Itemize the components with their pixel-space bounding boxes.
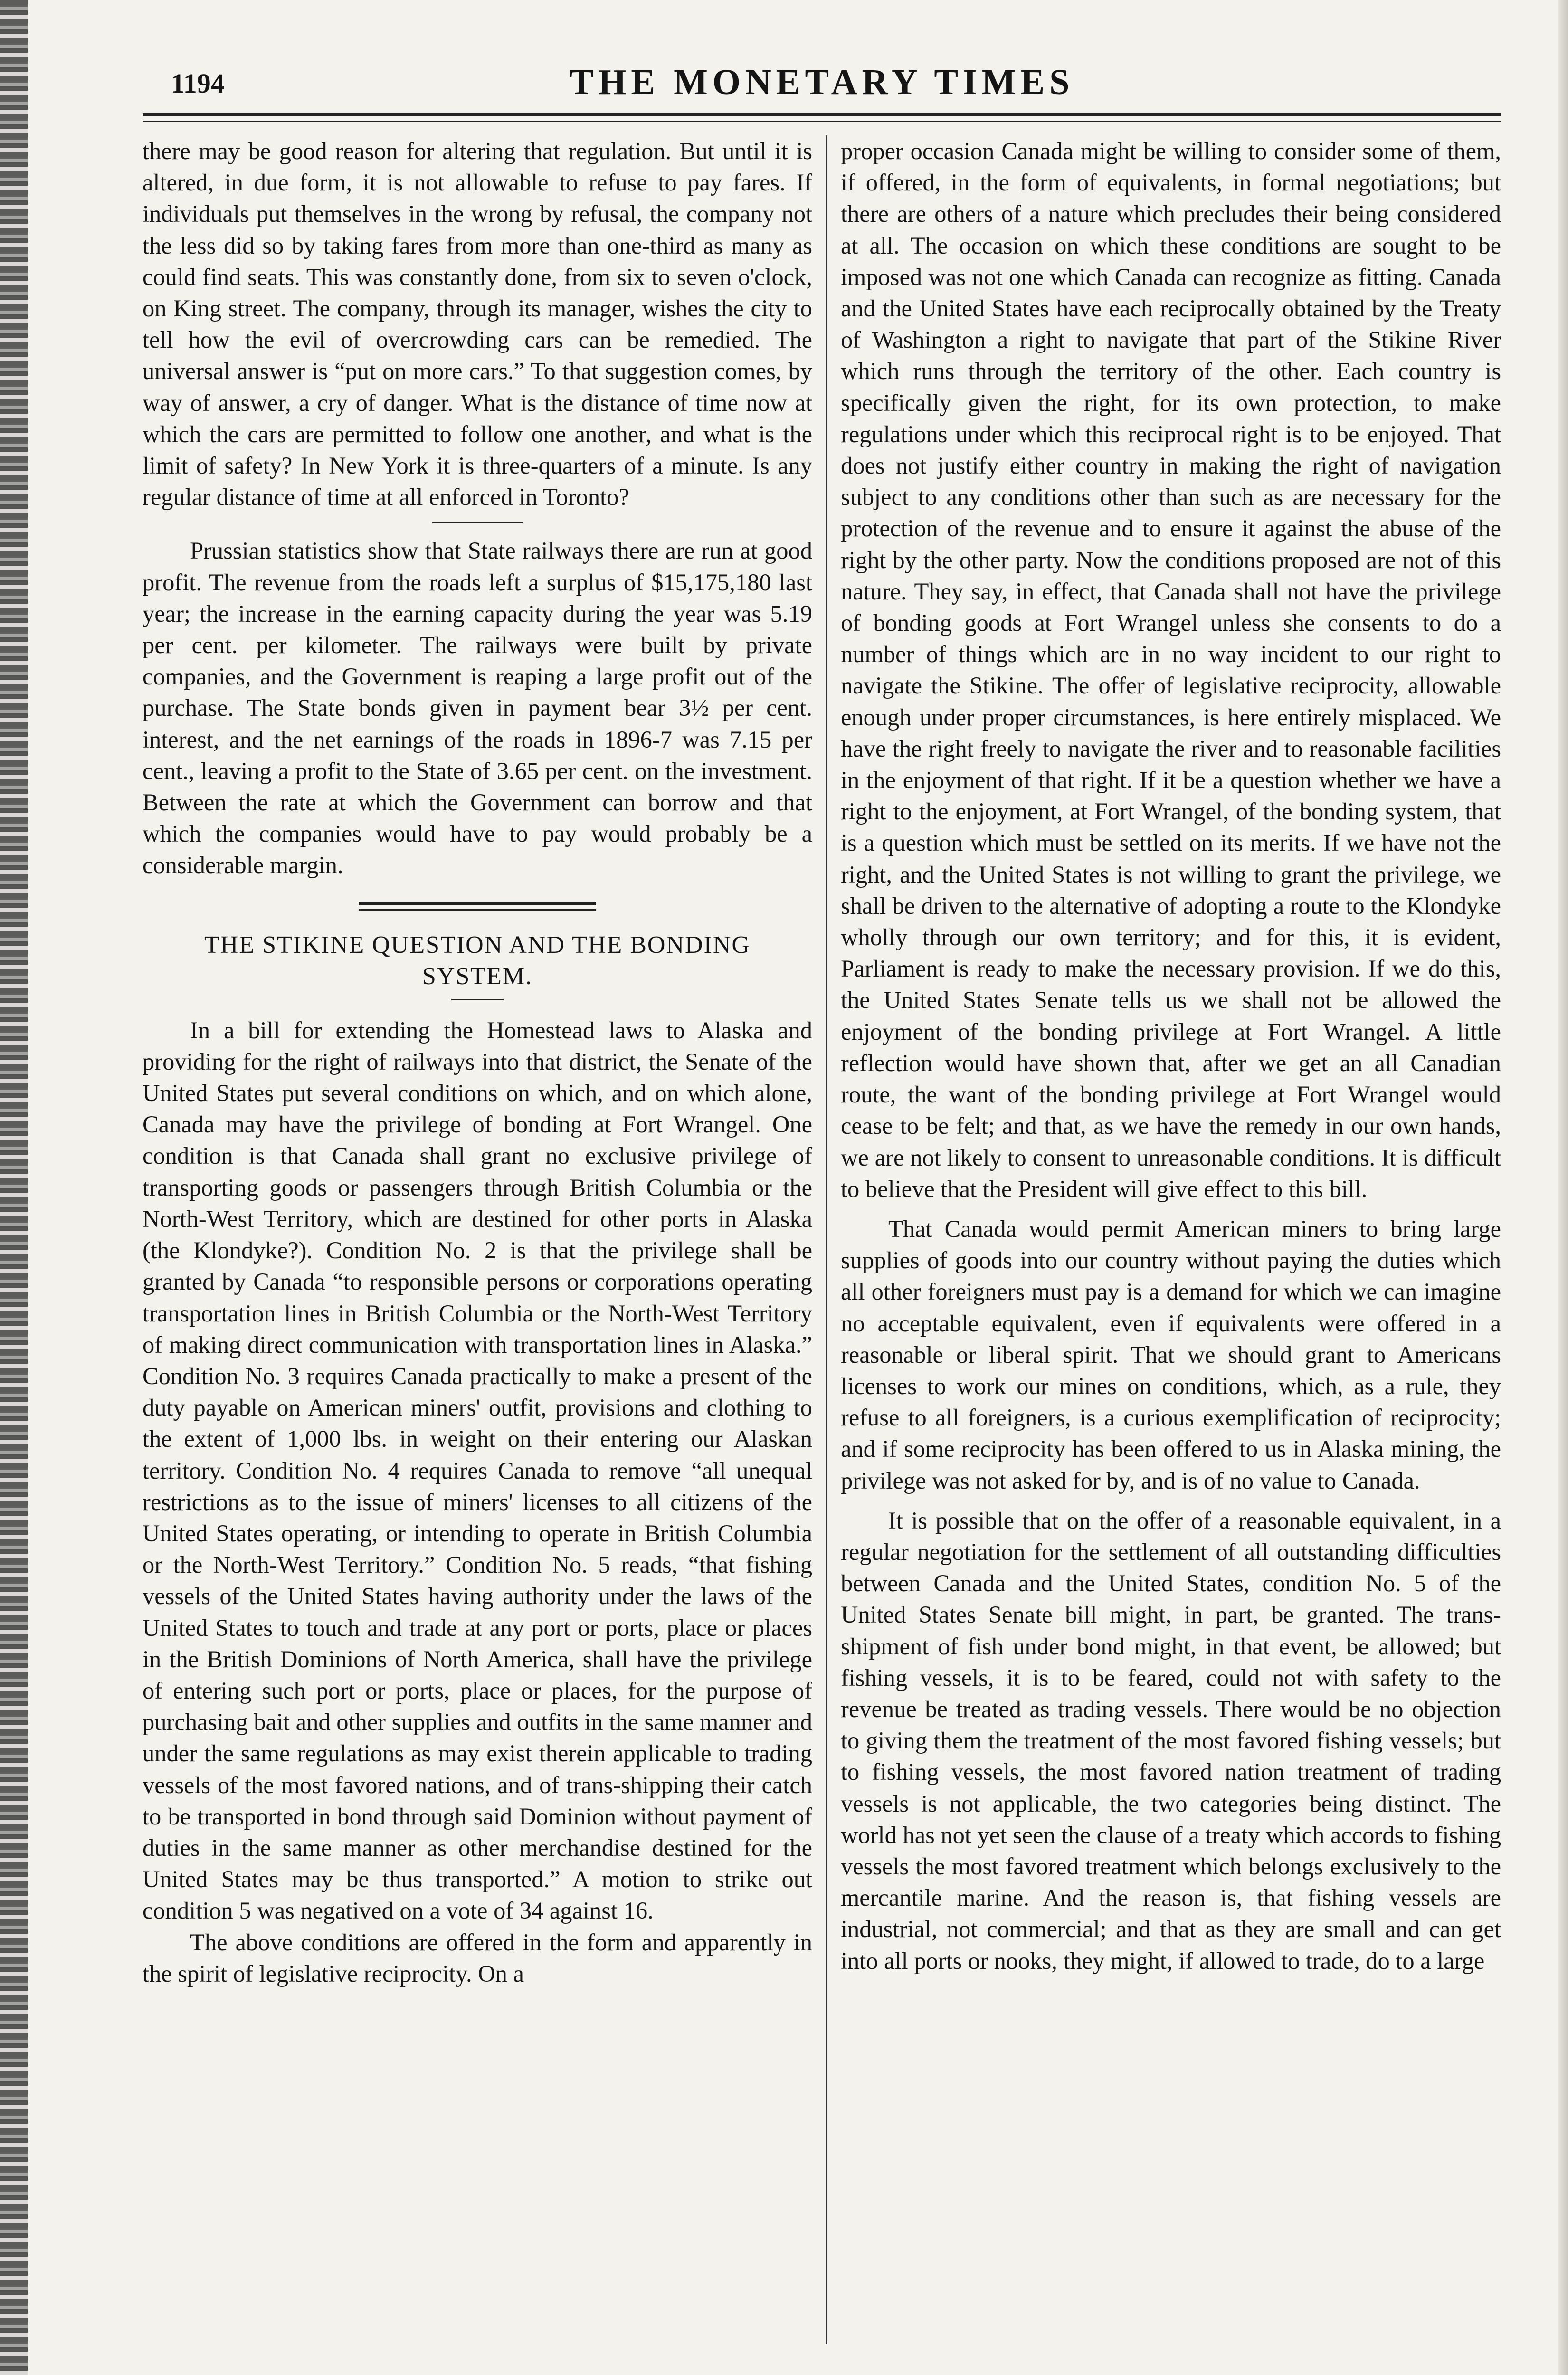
column-divider xyxy=(826,135,827,2344)
headline-rule xyxy=(451,999,504,1000)
right-column xyxy=(841,135,1501,1976)
paragraph-stikine-navigation: proper occasion Canada might be willing to consider some of them, if offered, in the form of equivalents, in formal negotiations; but there are others of a nature which precludes their being considered at all. The occasion on which these conditions are sought to be imposed was not one which Canada can recognize as fitting. Canada and the United States have each reciprocally obtained by the Treaty of Washington a right to navigate that part of the Stikine River which runs through the territory of the other. Each country is specifically given the right, for its own protection, to make regulations under which this reciprocal right is to be enjoyed. That does not justify either country in making the right of navigation subject to any conditions other than such as are necessary for the protection of the revenue and to ensure it against the abuse of the right by the other party. Now the conditions proposed are not of this nature. They say, in effect, that Canada shall not have the privilege of bonding goods at Fort Wrangel unless she consents to do a number of things which are in no way incident to our right to navigate the Stikine. The offer of legislative reciprocity, allowable enough under proper circumstances, is here entirely misplaced. We have the right freely to navigate the river and to reasonable facilities in the enjoyment of that right. If it be a question whether we have a right to the enjoyment, at Fort Wrangel, of the bonding system, that is a question which must be settled on its merits. If we have not the right, and the United States is not willing to grant the privilege, we shall be driven to the alternative of adopting a route to the Klondyke wholly through our own territory; and for this, it is evident, Parliament is ready to make the necessary provision. If we do this, the United States Senate tells us we shall not be allowed the enjoyment of the bonding privilege at Fort Wrangel. A little reflection would have shown that, after we get an all Canadian route, the want of the bonding privilege at Fort Wrangel would cease to be felt; and that, as we have the remedy in our own hands, we are not likely to consent to unreasonable conditions. It is difficult to believe that the President will give effect to this bill. xyxy=(841,138,1501,1202)
binding-edge xyxy=(0,0,28,2375)
page-number: 1194 xyxy=(171,68,225,99)
page-edge xyxy=(1558,0,1568,2375)
left-column xyxy=(143,135,812,1989)
paragraph-prussian-railways: Prussian statistics show that State railways there are run at good profit. The revenue from the roads left a surplus of $15,175,180 last year; the increase in the earning capacity during the year was 5.19 per cent. per kilometer. The railways were built by private companies, and the Government is reaping a large profit out of the purchase. The State bonds given in payment bear 3½ per cent. interest, and the net earnings of the roads in 1896-7 was 7.15 per cent., leaving a profit to the State of 3.65 per cent. on the investment. Between the rate at which the Government can borrow and that which the companies would have to pay would probably be a considerable margin. xyxy=(143,537,812,879)
article-headline: THE STIKINE QUESTION AND THE BONDING SYSTEM. xyxy=(204,931,751,990)
header-rule xyxy=(143,113,1501,122)
article-divider xyxy=(359,902,596,911)
page-header xyxy=(143,62,1501,104)
paragraph-street-cars: there may be good reason for altering that regulation. But until it is altered, in due form, it is not allowable to refuse to pay fares. If individuals put themselves in the wrong by refusal, the company not the less did so by taking fares from more than one-third as many as could find seats. This was constantly done, from six to seven o'clock, on King street. The company, through its manager, wishes the city to tell how the evil of overcrowding cars can be remedied. The universal answer is “put on more cars.” To that suggestion comes, by way of answer, a cry of danger. What is the distance of time now at which the cars are permitted to follow one another, and what is the limit of safety? In New York it is three-quarters of a minute. Is any regular distance of time at all enforced in Toronto? xyxy=(143,138,812,511)
paragraph-senate-conditions: In a bill for extending the Homestead laws to Alaska and providing for the right of railways into that district, the Senate of the United States put several conditions on which, and on which alone, Canada may have the privilege of bonding at Fort Wrangel. One condition is that Canada shall grant no exclusive privilege of transporting goods or passengers through British Columbia or the North-West Territory, which are destined for other ports in Alaska (the Klondyke?). Condition No. 2 is that the privilege shall be granted by Canada “to responsible persons or corporations operating transportation lines in British Columbia or the North-West Territory of making direct communication with transportation lines in Alaska.” Condition No. 3 requires Canada practically to make a present of the duty payable on American miners' outfit, provisions and clothing to the extent of 1,000 lbs. in weight on their entering our Alaskan territory. Condition No. 4 requires Canada to remove “all unequal restrictions as to the issue of miners' licenses to all citizens of the United States operating, or intending to operate in British Columbia or the North-West Territory.” Condition No. 5 reads, “that fishing vessels of the United States having authority under the laws of the United States to touch and trade at any port or ports, place or places in the British Dominions of North America, shall have the privilege of entering such port or ports, place or places, for the purpose of purchasing bait and other supplies and outfits in the same manner and under the same regulations as may exist therein applicable to trading vessels of the most favored nations, and of trans-shipping their catch to be transported in bond through said Dominion without payment of duties in the same manner as other merchandise destined for the United States may be thus transported.” A motion to strike out condition 5 was negatived on a vote of 34 against 16. xyxy=(143,1016,812,1924)
paragraph-american-miners: That Canada would permit American miners to bring large supplies of goods into our country without paying the duties which all other foreigners must pay is a demand for which we can imagine no acceptable equivalent, even if equivalents were offered in a reasonable or liberal spirit. That we should grant to Americans licenses to work our mines on conditions, which, as a rule, they refuse to all foreigners, is a curious exemplification of reciprocity; and if some reciprocity has been offered to us in Alaska mining, the privilege was not asked for by, and is of no value to Canada. xyxy=(841,1215,1501,1494)
paragraph-legislative-reciprocity: The above conditions are offered in the form and apparently in the spirit of legislative reciprocity. On a xyxy=(143,1928,812,1987)
publication-title: THE MONETARY TIMES xyxy=(569,62,1074,102)
section-divider xyxy=(432,522,523,523)
paragraph-fishing-vessels: It is possible that on the offer of a reasonable equivalent, in a regular negotiation for the settlement of all outstanding difficulties between Canada and the United States, condition No. 5 of the United States Senate bill might, in part, be granted. The trans-shipment of fish under bond might, in that event, be allowed; but fishing vessels, it is to be feared, could not with safety to the revenue be treated as trading vessels. There would be no objection to giving them the treatment of the most favored fishing vessels; but to fishing vessels, the most favored nation treatment of trading vessels is not applicable, the two categories being distinct. The world has not yet seen the clause of a treaty which accords to fishing vessels the most favored treatment which belongs exclusively to the mercantile marine. And the reason is, that fishing vessels are industrial, not commercial; and that as they are small and can get into all ports or nooks, they might, if allowed to trade, do to a large xyxy=(841,1507,1501,1974)
